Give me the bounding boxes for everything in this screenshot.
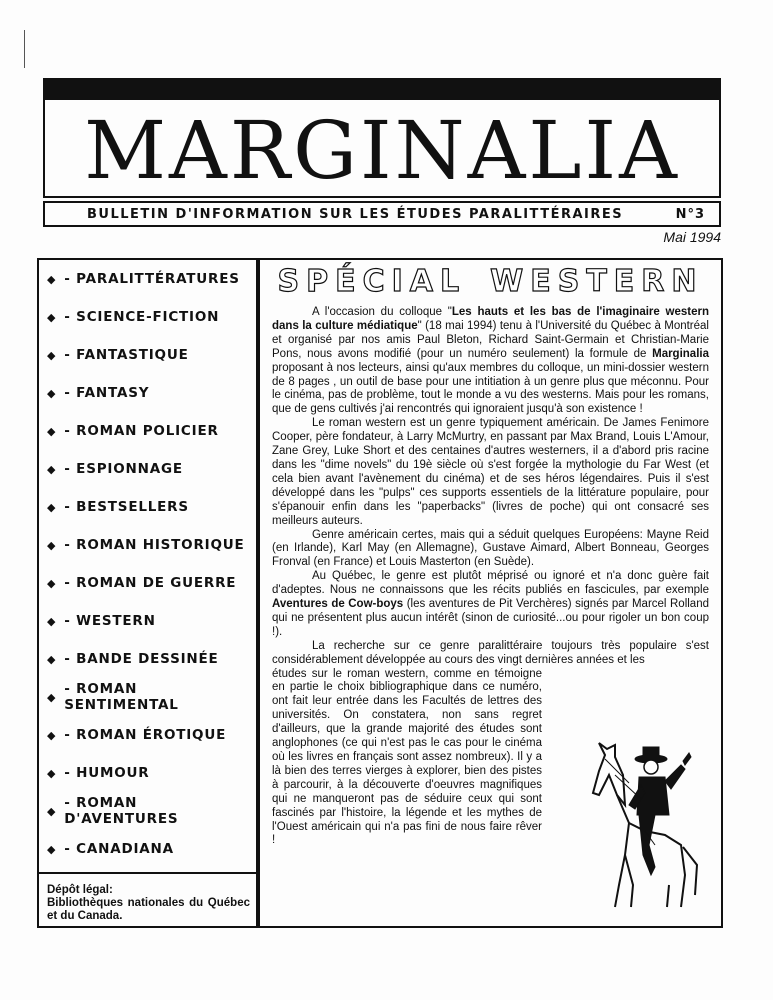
diamond-bullet-icon: ◆ xyxy=(47,424,57,438)
genre-item xyxy=(39,488,256,526)
paragraph: Le roman western est un genre typiquement américain. De James Fenimore Cooper, père fondateur, à Larry McMurtry, en passant par Max Brand, Louis L'Amour, Zane Grey, Luke Short et des centaines d'autres westerners, il a d'abord pris racine dans les "dime novels" du 19è siècle où s'est forgée la mythologie du Far West (et cela bien avant l'avènement du cinéma) et de ses héros légendaires. Puis il s'est développé dans les "pulps" ces supports essentiels de la littérature populaire, pour s'épanouir enfin dans les "paperbacks" (livres de poche) qui ont consacré ses meilleurs auteurs. xyxy=(272,417,709,527)
heading-word-western: WESTERN xyxy=(490,264,704,299)
genre-item xyxy=(39,602,256,640)
cowboys-title: Aventures de Cow-boys xyxy=(272,598,404,611)
paragraph: Genre américain certes, mais qui a séduit quelques Européens: Mayne Reid (en Irlande), Karl May (en Allemagne), Gustave Aimard, Albert Bonneau, Georges Fronval (en France) et Louis Masterton (en Suède). xyxy=(272,528,709,569)
diamond-bullet-icon: ◆ xyxy=(47,804,57,818)
genre-label: - WESTERN xyxy=(64,613,156,629)
sidebar xyxy=(37,258,258,928)
cowboy-horse-illustration xyxy=(585,735,707,915)
genre-item xyxy=(39,260,256,298)
genre-label: - ROMAN ÉROTIQUE xyxy=(64,727,227,743)
bulletin-name: Marginalia xyxy=(652,347,709,360)
genre-item xyxy=(39,336,256,374)
diamond-bullet-icon: ◆ xyxy=(47,310,57,324)
legal-label: Dépôt légal: xyxy=(47,884,113,896)
diamond-bullet-icon: ◆ xyxy=(47,272,57,286)
genre-item xyxy=(39,374,256,412)
diamond-bullet-icon: ◆ xyxy=(47,386,57,400)
paragraph: Au Québec, le genre est plutôt méprisé ou ignoré et n'a donc guère fait d'adeptes. Nous ne connaissons que les récits publiés en fascicules, par exemple Aventures de Cow-boys (les aventures de Pit Verchères) signés par Marcel Rolland qui ne présentent plus aucun intérêt (sinon de curiosité...ou pour rigoler un bon coup !). xyxy=(272,570,709,638)
diamond-bullet-icon: ◆ xyxy=(47,614,57,628)
subtitle-bar xyxy=(43,201,721,227)
genre-label: - ROMAN D'AVENTURES xyxy=(64,795,179,827)
heading-word-special: SPÉCIAL xyxy=(277,264,467,299)
genre-label: - CANADIANA xyxy=(64,841,174,857)
genre-item xyxy=(39,754,256,792)
genre-item xyxy=(39,450,256,488)
genre-item xyxy=(39,830,256,868)
diamond-bullet-icon: ◆ xyxy=(47,728,57,742)
diamond-bullet-icon: ◆ xyxy=(47,500,57,514)
legal-deposit xyxy=(39,872,256,923)
diamond-bullet-icon: ◆ xyxy=(47,538,57,552)
colloquium-title: Les hauts et les bas de l'imaginaire western dans la culture médiatique xyxy=(272,306,709,332)
genre-label: - PARALITTÉRATURES xyxy=(64,271,240,287)
margin-mark xyxy=(24,30,25,68)
diamond-bullet-icon: ◆ xyxy=(47,690,57,704)
article-heading xyxy=(260,264,721,299)
genre-label: - ROMAN DE GUERRE xyxy=(64,575,237,591)
genre-label: - FANTASY xyxy=(64,385,150,401)
genre-item xyxy=(39,640,256,678)
diamond-bullet-icon: ◆ xyxy=(47,348,57,362)
article-panel xyxy=(258,258,723,928)
diamond-bullet-icon: ◆ xyxy=(47,652,57,666)
genre-item xyxy=(39,792,256,830)
diamond-bullet-icon: ◆ xyxy=(47,842,57,856)
genre-label: - BANDE DESSINÉE xyxy=(64,651,219,667)
paragraph: A l'occasion du colloque "Les hauts et les bas de l'imaginaire western dans la culture médiatique" (18 mai 1994) tenu à l'Université du Québec à Montréal et organisé par nos amis Paul Bleton, Richard Saint-Germain et Christian-Marie Pons, nous avons modifié (pour un numéro seulement) la formule de Marginalia proposant à nos lecteurs, ainsi qu'aux membres du colloque, un mini-dossier western de 8 pages , un outil de base pour une intitiation à un genre plus que méconnu. Pour le cinéma, pas de problème, tout le monde a vu des westerns. Mais pour les romans, que de gens cultivés j'ai rencontrés qui ignoraient jusqu'à son existence ! xyxy=(272,306,709,416)
diamond-bullet-icon: ◆ xyxy=(47,766,57,780)
genre-item xyxy=(39,526,256,564)
paragraph: La recherche sur ce genre paralittéraire toujours très populaire s'est considérablement développée au cours des vingt dernières années et les xyxy=(272,639,709,666)
genre-label: - SCIENCE-FICTION xyxy=(64,309,220,325)
genre-item xyxy=(39,564,256,602)
genre-label: - ROMAN POLICIER xyxy=(64,423,219,439)
genre-label: - BESTSELLERS xyxy=(64,499,189,515)
genre-list xyxy=(39,260,256,868)
genre-label: - FANTASTIQUE xyxy=(64,347,189,363)
genre-item xyxy=(39,678,256,716)
issue-date: Mai 1994 xyxy=(663,229,721,245)
diamond-bullet-icon: ◆ xyxy=(47,576,57,590)
genre-item xyxy=(39,412,256,450)
masthead-bar xyxy=(45,80,719,100)
masthead xyxy=(43,78,721,198)
diamond-bullet-icon: ◆ xyxy=(47,462,57,476)
genre-label: - ESPIONNAGE xyxy=(64,461,183,477)
genre-label: - HUMOUR xyxy=(64,765,150,781)
bulletin-subtitle: BULLETIN D'INFORMATION SUR LES ÉTUDES PARALITTÉRAIRES xyxy=(87,206,624,222)
legal-text: Bibliothèques nationales du Québec et du Canada. xyxy=(47,897,250,922)
genre-label: - ROMAN SENTIMENTAL xyxy=(64,681,179,713)
genre-label: - ROMAN HISTORIQUE xyxy=(64,537,245,553)
paragraph-continued: études sur le roman western, comme en témoigne en partie le choix bibliographique dans ce numéro, ont fait leur entrée dans les Facultés de lettres des universités. On constatera, non sans regret d'ailleurs, que la grande majorité des études sont anglophones (ce qui n'est pas le cas pour le cinéma où les livres en français sont assez nombreux). Il y a là bien des terres vierges à explorer, bien des pistes à parcourir, à la découverte d'oeuvres magnifiques qui ne manqueront pas de séduire ceux qui sont fascinés par l'histoire, la légende et les mythes de l'Ouest américain qui n'a pas fini de nous faire rêver ! xyxy=(272,667,542,847)
masthead-title: MARGINALIA xyxy=(84,104,680,197)
issue-number: N°3 xyxy=(675,206,705,222)
genre-item xyxy=(39,716,256,754)
genre-item xyxy=(39,298,256,336)
